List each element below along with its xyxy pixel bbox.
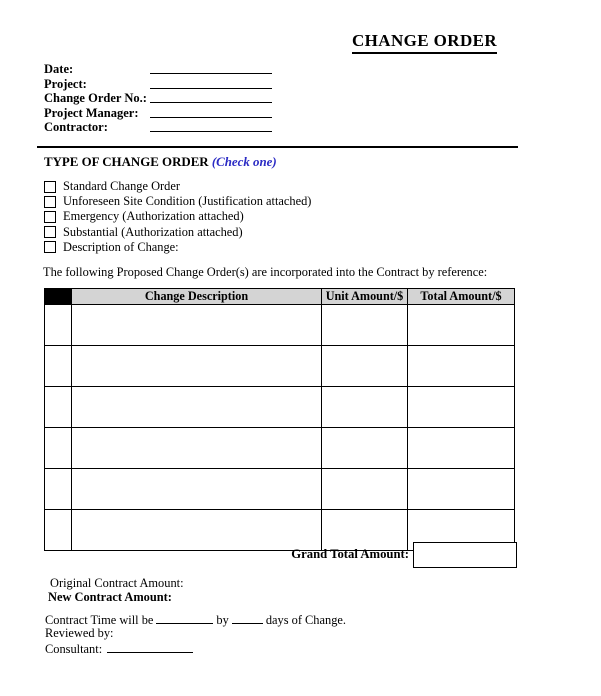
consultant-blank-line[interactable] xyxy=(107,640,193,653)
table-row xyxy=(45,469,515,510)
total-amount-header: Total Amount/$ xyxy=(408,289,515,305)
unit-amount-header: Unit Amount/$ xyxy=(322,289,408,305)
unit-amount-cell[interactable] xyxy=(322,305,408,346)
emergency-checkbox[interactable] xyxy=(44,211,56,223)
check-row-standard xyxy=(44,179,311,194)
type-heading-text: TYPE OF CHANGE ORDER xyxy=(44,155,209,169)
row-number-cell[interactable] xyxy=(45,305,72,346)
check-row-emergency xyxy=(44,209,311,224)
contractor-blank-line[interactable] xyxy=(150,130,272,132)
field-row-project xyxy=(44,75,304,90)
check-row-substantial xyxy=(44,225,311,240)
project-manager-label: Project Manager: xyxy=(44,105,139,120)
change-order-type-checklist xyxy=(44,179,311,255)
section-divider xyxy=(37,146,518,148)
description-label: Description of Change: xyxy=(63,239,179,254)
total-amount-cell[interactable] xyxy=(408,346,515,387)
check-one-note: (Check one) xyxy=(211,155,277,169)
original-contract-amount-label: Original Contract Amount: xyxy=(50,576,184,590)
reviewed-by-label: Reviewed by: xyxy=(45,626,114,640)
description-cell[interactable] xyxy=(72,469,322,510)
unit-amount-cell[interactable] xyxy=(322,469,408,510)
check-row-unforeseen xyxy=(44,194,311,209)
date-label: Date: xyxy=(44,62,74,76)
grand-total-label: Grand Total Amount: xyxy=(291,547,409,561)
description-cell[interactable] xyxy=(72,510,322,551)
standard-label: Standard Change Order xyxy=(63,179,180,193)
type-of-change-order-heading xyxy=(44,155,277,170)
total-amount-cell[interactable] xyxy=(408,387,515,428)
unforeseen-label: Unforeseen Site Condition (Justification attached) xyxy=(63,194,312,209)
description-cell[interactable] xyxy=(72,346,322,387)
unit-amount-cell[interactable] xyxy=(322,510,408,551)
table-row xyxy=(45,346,515,387)
table-row xyxy=(45,387,515,428)
unforeseen-checkbox[interactable] xyxy=(44,196,56,208)
contract-time-suffix: days of Change. xyxy=(265,613,346,627)
field-row-change-order-no xyxy=(44,89,304,104)
total-amount-cell[interactable] xyxy=(408,469,515,510)
substantial-label: Substantial (Authorization attached) xyxy=(63,224,243,239)
new-contract-amount-label: New Contract Amount: xyxy=(48,590,172,604)
row-number-cell[interactable] xyxy=(45,469,72,510)
table-row xyxy=(45,305,515,346)
field-row-contractor xyxy=(44,118,304,133)
standard-checkbox[interactable] xyxy=(44,181,56,193)
contract-time-prefix: Contract Time will be xyxy=(45,613,154,627)
total-amount-cell[interactable] xyxy=(408,305,515,346)
header-fields xyxy=(44,60,304,133)
field-row-project-manager xyxy=(44,104,304,119)
row-number-cell[interactable] xyxy=(45,428,72,469)
corner-header-cell xyxy=(45,289,72,305)
field-row-date xyxy=(44,60,304,75)
change-order-no-label: Change Order No.: xyxy=(44,91,147,106)
row-number-cell[interactable] xyxy=(45,510,72,551)
description-cell[interactable] xyxy=(72,387,322,428)
page-title: CHANGE ORDER xyxy=(352,31,497,54)
total-amount-cell[interactable] xyxy=(408,428,515,469)
grand-total-amount-box[interactable] xyxy=(413,542,517,568)
description-cell[interactable] xyxy=(72,428,322,469)
unit-amount-cell[interactable] xyxy=(322,428,408,469)
unit-amount-cell[interactable] xyxy=(322,346,408,387)
substantial-checkbox[interactable] xyxy=(44,226,56,238)
row-number-cell[interactable] xyxy=(45,346,72,387)
change-description-header: Change Description xyxy=(72,289,322,305)
check-row-description xyxy=(44,240,311,255)
consultant-label: Consultant: xyxy=(45,642,103,656)
contractor-label: Contractor: xyxy=(44,120,108,135)
row-number-cell[interactable] xyxy=(45,387,72,428)
description-cell[interactable] xyxy=(72,305,322,346)
contract-time-blank-2[interactable] xyxy=(232,611,263,624)
table-row xyxy=(45,428,515,469)
description-checkbox[interactable] xyxy=(44,241,56,253)
emergency-label: Emergency (Authorization attached) xyxy=(63,209,244,224)
project-label: Project: xyxy=(44,76,87,91)
intro-text: The following Proposed Change Order(s) are incorporated into the Contract by reference: xyxy=(43,265,488,279)
consultant-line xyxy=(45,640,193,657)
contract-time-by: by xyxy=(216,613,229,627)
table-header-row xyxy=(45,289,515,305)
contract-time-blank-1[interactable] xyxy=(156,611,213,624)
change-order-table xyxy=(44,288,515,551)
unit-amount-cell[interactable] xyxy=(322,387,408,428)
